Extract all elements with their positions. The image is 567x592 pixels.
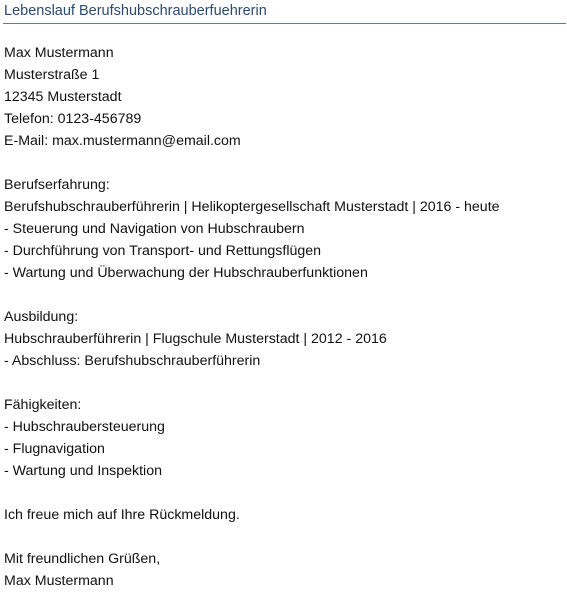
contact-name: Max Mustermann <box>4 45 114 61</box>
spacer <box>4 372 564 394</box>
experience-item: - Durchführung von Transport- und Rettungsflügen <box>4 243 322 259</box>
experience-position: Berufshubschrauberführerin | Helikoptergesellschaft Musterstadt | 2016 - heute <box>4 199 500 215</box>
skills-item: - Wartung und Inspektion <box>4 463 162 479</box>
skills-heading: Fähigkeiten: <box>4 397 82 413</box>
experience-item: - Wartung und Überwachung der Hubschrauberfunktionen <box>4 265 368 281</box>
closing-signature: Max Mustermann <box>4 573 114 589</box>
experience-heading: Berufserfahrung: <box>4 177 110 193</box>
contact-phone: Telefon: 0123-456789 <box>4 111 142 127</box>
spacer <box>4 482 564 504</box>
spacer <box>4 284 564 306</box>
closing-message: Ich freue mich auf Ihre Rückmeldung. <box>4 507 240 523</box>
skills-item: - Hubschraubersteuerung <box>4 419 165 435</box>
contact-city: 12345 Musterstadt <box>4 89 122 105</box>
contact-street: Musterstraße 1 <box>4 67 100 83</box>
spacer <box>4 152 564 174</box>
education-heading: Ausbildung: <box>4 309 79 325</box>
document-body <box>4 42 564 592</box>
document-title: Lebenslauf Berufshubschrauberfuehrerin <box>4 3 267 19</box>
education-item: - Abschluss: Berufshubschrauberführerin <box>4 353 261 369</box>
skills-item: - Flugnavigation <box>4 441 105 457</box>
contact-email: E-Mail: max.mustermann@email.com <box>4 133 241 149</box>
spacer <box>4 526 564 548</box>
education-entry: Hubschrauberführerin | Flugschule Musterstadt | 2012 - 2016 <box>4 331 387 347</box>
experience-item: - Steuerung und Navigation von Hubschraubern <box>4 221 305 237</box>
closing-greeting: Mit freundlichen Grüßen, <box>4 551 161 567</box>
title-underline <box>3 23 566 24</box>
